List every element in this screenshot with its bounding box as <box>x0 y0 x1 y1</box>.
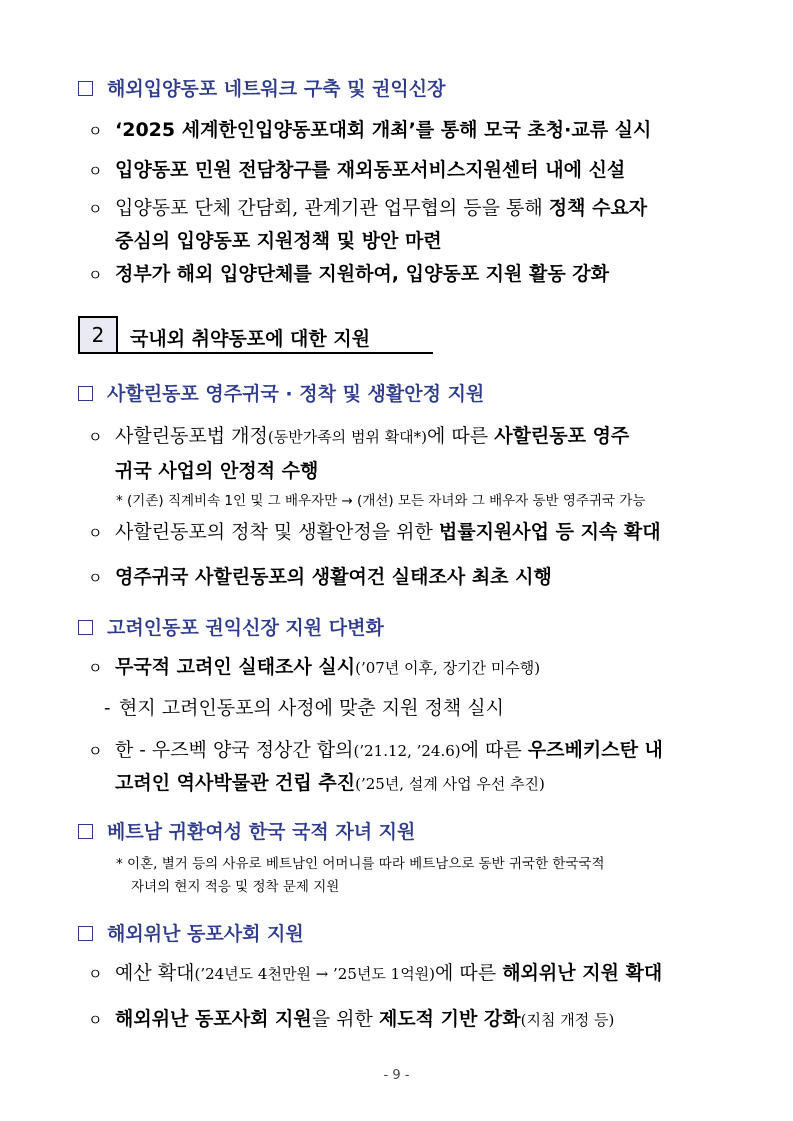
circle-bullet: ㅇ <box>88 200 103 218</box>
item-paren: (’21.12, ’24.6) <box>353 742 461 760</box>
item-text: 에 따른 <box>427 425 495 447</box>
item-continuation: 중심의 입양동포 지원정책 및 방안 마련 <box>115 230 442 252</box>
item-continuation <box>115 768 545 795</box>
heading-text: 해외입양동포 네트워크 구축 및 권익신장 <box>107 78 446 100</box>
list-item <box>88 651 723 685</box>
circle-bullet: ㅇ <box>88 162 103 180</box>
list-item <box>88 734 723 768</box>
item-text-bold: 고려인 역사박물관 건립 추진 <box>115 772 356 794</box>
square-bullet-icon <box>78 824 93 839</box>
section-number: 2 <box>78 316 118 354</box>
item-text: ‘2025 세계한인입양동포대회 개최’를 통해 모국 초청·교류 실시 <box>115 119 652 141</box>
item-paren: (’24년도 4천만원 → ’25년도 1억원) <box>194 965 436 983</box>
item-paren: (지침 개정 등) <box>520 1011 615 1029</box>
item-text: 현지 고려인동포의 사정에 맞춘 지원 정책 실시 <box>119 697 504 719</box>
circle-bullet: ㅇ <box>88 122 103 140</box>
circle-bullet: ㅇ <box>88 266 103 284</box>
item-text-bold: 정책 수요자 <box>548 197 648 219</box>
heading-text: 해외위난 동포사회 지원 <box>107 923 304 945</box>
item-paren: (동반가족의 범위 확대*) <box>267 428 428 446</box>
heading-text: 사할린동포 영주귀국 · 정착 및 생활안정 지원 <box>107 383 485 405</box>
heading-text: 고려인동포 권익신장 지원 다변화 <box>107 617 384 639</box>
section-header <box>78 316 433 354</box>
item-text: 예산 확대 <box>115 962 195 984</box>
item-paren: (’07년 이후, 장기간 미수행) <box>355 659 541 677</box>
footnote: * 이혼, 별거 등의 사유로 베트남인 어머니를 따라 베트남으로 동반 귀국한 한국국적 <box>116 856 605 872</box>
footnote: * (기존) 직계비속 1인 및 그 배우자만 → (개선) 모든 자녀와 그 배우자 동반 영주귀국 가능 <box>116 493 646 509</box>
square-bullet-icon <box>78 81 93 96</box>
square-bullet-icon <box>78 620 93 635</box>
heading-vietnam <box>78 817 415 844</box>
item-text: 에 따른 <box>435 962 503 984</box>
circle-bullet: ㅇ <box>88 569 103 587</box>
circle-bullet: ㅇ <box>88 428 103 446</box>
circle-bullet: ㅇ <box>88 524 103 542</box>
circle-bullet: ㅇ <box>88 1011 103 1029</box>
item-text-bold: 우즈베키스탄 내 <box>527 739 663 761</box>
list-item <box>88 420 723 454</box>
list-item <box>88 154 723 188</box>
item-text: 한 - 우즈벡 양국 정상간 합의 <box>115 739 354 761</box>
item-text-bold: 무국적 고려인 실태조사 실시 <box>115 656 356 678</box>
item-text: 입양동포 단체 간담회, 관계기관 업무협의 등을 통해 <box>115 197 549 219</box>
list-item <box>88 516 723 550</box>
list-item <box>88 957 723 991</box>
footnote-continuation: 자녀의 현지 적응 및 정착 문제 지원 <box>131 879 340 895</box>
section-title: 국내외 취약동포에 대한 지원 <box>130 328 371 350</box>
heading-overseas-crisis <box>78 919 304 946</box>
heading-text: 베트남 귀환여성 한국 국적 자녀 지원 <box>107 821 416 843</box>
item-text-bold: 법률지원사업 등 지속 확대 <box>438 521 661 543</box>
circle-bullet: ㅇ <box>88 659 103 677</box>
item-text: 정부가 해외 입양단체를 지원하여, 입양동포 지원 활동 강화 <box>115 263 610 285</box>
dash-bullet: - <box>104 697 111 719</box>
sub-item <box>104 692 723 725</box>
item-text-bold: 사할린동포 영주 <box>494 425 630 447</box>
list-item <box>88 192 723 226</box>
heading-sakhalin <box>78 379 484 406</box>
heading-koryoin <box>78 613 384 640</box>
item-text: 을 위한 <box>311 1008 379 1030</box>
square-bullet-icon <box>78 926 93 941</box>
circle-bullet: ㅇ <box>88 742 103 760</box>
item-text: 사할린동포법 개정 <box>115 425 268 447</box>
circle-bullet: ㅇ <box>88 965 103 983</box>
item-text-bold: 해외위난 동포사회 지원 <box>115 1008 312 1030</box>
item-text-bold: 제도적 기반 강화 <box>378 1008 521 1030</box>
item-text: 에 따른 <box>460 739 528 761</box>
section-underline <box>116 352 433 354</box>
item-text: 사할린동포의 정착 및 생활안정을 위한 <box>115 521 439 543</box>
item-continuation: 귀국 사업의 안정적 수행 <box>115 460 319 482</box>
list-item <box>88 561 723 595</box>
list-item <box>88 1003 723 1037</box>
square-bullet-icon <box>78 386 93 401</box>
item-text-bold: 해외위난 지원 확대 <box>502 962 663 984</box>
heading-overseas-adoptees <box>78 74 445 101</box>
item-text: 입양동포 민원 전담창구를 재외동포서비스지원센터 내에 신설 <box>115 159 626 181</box>
page-number: - 9 - <box>383 1068 410 1083</box>
item-paren: (’25년, 설계 사업 우선 추진) <box>355 775 545 793</box>
list-item <box>88 258 723 292</box>
item-text: 영주귀국 사할린동포의 생활여건 실태조사 최초 시행 <box>115 566 552 588</box>
list-item <box>88 114 723 148</box>
